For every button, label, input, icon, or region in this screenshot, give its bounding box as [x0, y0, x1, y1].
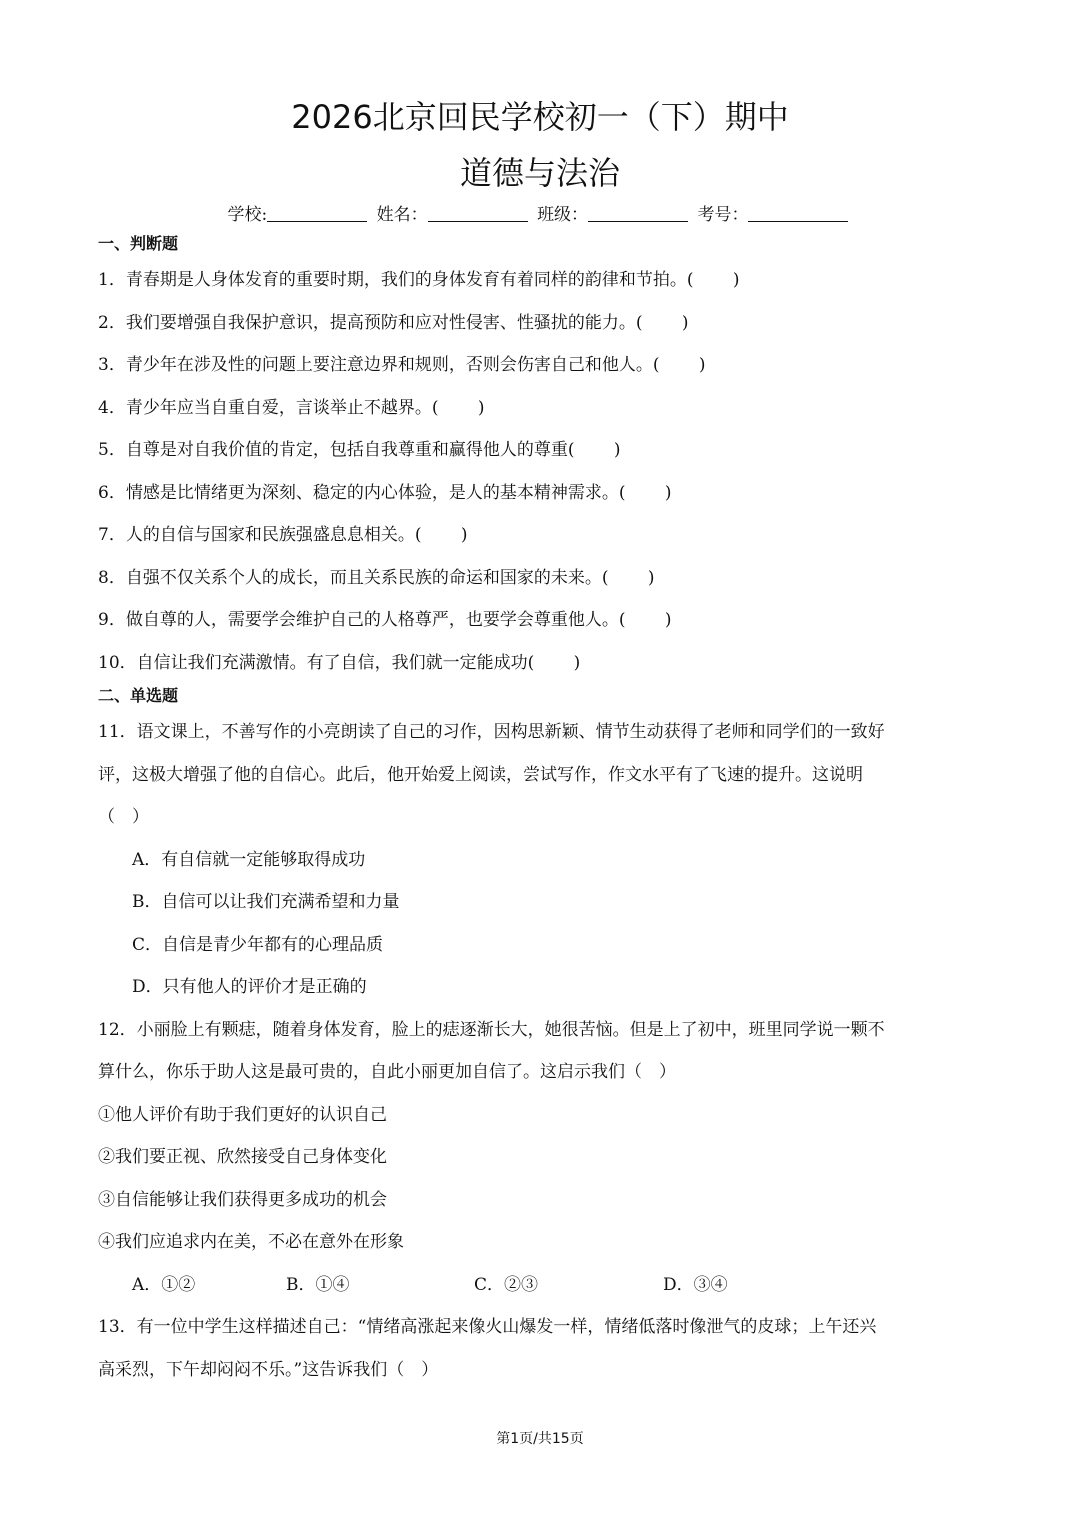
question-12-line: 12．小丽脸上有颗痣，随着身体发育，脸上的痣逐渐长大，她很苦恼。但是上了初中，班里同学说一颗不	[98, 1020, 885, 1040]
option-d[interactable]: D．只有他人的评价才是正确的	[132, 977, 367, 997]
option-c[interactable]: C．②③	[474, 1275, 539, 1295]
number-label: 考号：	[697, 205, 749, 225]
question-11-line: 11．语文课上，不善写作的小亮朗读了自己的习作，因构思新颖、情节生动获得了老师和同学们的一致好	[98, 722, 885, 742]
number-blank[interactable]	[748, 205, 848, 222]
question-11-line: （ ）	[98, 807, 149, 827]
exam-title: 2026北京回民学校初一（下）期中	[291, 98, 789, 136]
student-info-line	[0, 200, 1080, 225]
option-b[interactable]: B．自信可以让我们充满希望和力量	[132, 892, 400, 912]
judgment-question: 5．自尊是对自我价值的肯定，包括自我尊重和赢得他人的尊重( )	[98, 440, 621, 460]
school-label: 学校:	[227, 205, 268, 225]
question-12-item: ②我们要正视、欣然接受自己身体变化	[98, 1147, 387, 1167]
question-12-line: 算什么，你乐于助人这是最可贵的，自此小丽更加自信了。这启示我们（ ）	[98, 1062, 676, 1082]
option-c[interactable]: C．自信是青少年都有的心理品质	[132, 935, 384, 955]
name-blank[interactable]	[428, 205, 528, 222]
question-12-item: ④我们应追求内在美，不必在意外在形象	[98, 1232, 404, 1252]
class-blank[interactable]	[588, 205, 688, 222]
judgment-question: 9．做自尊的人，需要学会维护自己的人格尊严，也要学会尊重他人。( )	[98, 610, 672, 630]
question-13-line: 13．有一位中学生这样描述自己：“情绪高涨起来像火山爆发一样，情绪低落时像泄气的皮球；上午还兴	[98, 1317, 877, 1337]
judgment-question: 8．自强不仅关系个人的成长，而且关系民族的命运和国家的未来。( )	[98, 568, 655, 588]
option-b[interactable]: B．①④	[286, 1275, 350, 1295]
name-label: 姓名：	[376, 205, 428, 225]
school-blank[interactable]	[267, 205, 367, 222]
judgment-question: 2．我们要增强自我保护意识，提高预防和应对性侵害、性骚扰的能力。( )	[98, 313, 689, 333]
judgment-question: 6．情感是比情绪更为深刻、稳定的内心体验，是人的基本精神需求。( )	[98, 483, 672, 503]
judgment-question: 1．青春期是人身体发育的重要时期，我们的身体发育有着同样的韵律和节拍。( )	[98, 270, 740, 290]
judgment-question: 3．青少年在涉及性的问题上要注意边界和规则，否则会伤害自己和他人。( )	[98, 355, 706, 375]
section-title-judgment: 一、判断题	[98, 234, 179, 253]
judgment-question: 4．青少年应当自重自爱，言谈举止不越界。( )	[98, 398, 485, 418]
question-12-item: ③自信能够让我们获得更多成功的机会	[98, 1190, 387, 1210]
judgment-question: 10．自信让我们充满激情。有了自信，我们就一定能成功( )	[98, 653, 581, 673]
class-label: 班级：	[537, 205, 589, 225]
question-11-line: 评，这极大增强了他的自信心。此后，他开始爱上阅读，尝试写作，作文水平有了飞速的提升。这说明	[98, 765, 863, 785]
judgment-question: 7．人的自信与国家和民族强盛息息相关。( )	[98, 525, 468, 545]
page-number: 第1页/共15页	[496, 1431, 584, 1447]
option-a[interactable]: A．有自信就一定能够取得成功	[132, 850, 366, 870]
option-d[interactable]: D．③④	[663, 1275, 728, 1295]
question-12-item: ①他人评价有助于我们更好的认识自己	[98, 1105, 387, 1125]
subject-title: 道德与法治	[459, 154, 620, 192]
section-title-single-choice: 二、单选题	[98, 686, 179, 705]
question-13-line: 高采烈，下午却闷闷不乐。”这告诉我们（ ）	[98, 1360, 439, 1380]
option-a[interactable]: A．①②	[132, 1275, 196, 1295]
